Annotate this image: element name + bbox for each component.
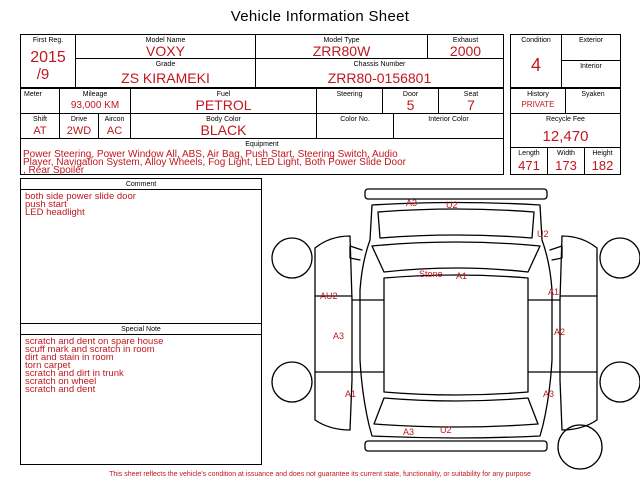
seat-value: 7 (467, 97, 475, 113)
chassis-value: ZRR80-0156801 (327, 70, 432, 86)
equipment-cell (20, 138, 504, 175)
comment-line-3: LED headlight (25, 207, 85, 218)
width-label: Width (557, 150, 575, 157)
steering-cell (316, 88, 383, 114)
meter-label: Meter (24, 91, 42, 98)
special-note-line-3: dirt and stain in room (25, 352, 114, 363)
door-value: 5 (406, 97, 415, 113)
left-mirror (350, 246, 362, 260)
first-reg-month: /9 (36, 66, 50, 83)
special-note-line-2: scuff mark and scratch in room (25, 344, 155, 355)
roof-panel (384, 275, 528, 395)
door-label: Door (402, 91, 419, 98)
model-type-cell (255, 34, 428, 59)
history-value: PRIVATE (521, 100, 555, 109)
mark-rear-u2: U2 (440, 425, 452, 435)
length-value: 471 (518, 158, 540, 173)
drive-value: 2WD (66, 125, 92, 137)
model-name-value: VOXY (146, 43, 185, 59)
rear-window (374, 398, 538, 427)
comment-line-1: both side power slide door (25, 191, 136, 202)
footer-disclaimer: This sheet reflects the vehicle's condition at issuance and does not guarantee its current state, functionality, or suitability for any purpose (109, 471, 531, 478)
grade-value: ZS KIRAMEKI (121, 70, 210, 86)
special-note-line-1: scratch and dent on spare house (25, 336, 164, 347)
interior-cell (561, 60, 621, 88)
condition-value: 4 (530, 55, 541, 75)
syaken-cell (565, 88, 621, 114)
aircon-value: AC (106, 125, 123, 137)
mileage-label: Mileage (82, 91, 108, 98)
height-label: Height (592, 150, 613, 157)
first-reg-label: First Reg. (32, 37, 64, 44)
body-color-value: BLACK (200, 122, 247, 138)
mark-rear-a3: A3 (403, 427, 415, 437)
chassis-cell (255, 58, 504, 88)
interior-color-cell (393, 113, 504, 139)
special-note-line-4: torn carpet (25, 360, 71, 371)
height-value: 182 (591, 158, 614, 173)
recycle-fee-value: 12,470 (542, 128, 589, 145)
mark-right-a1: A1 (548, 287, 560, 297)
history-label: History (527, 91, 549, 98)
equipment-label: Equipment (245, 141, 279, 148)
condition-label: Condition (521, 37, 551, 44)
model-type-value: ZRR80W (312, 43, 371, 59)
rear-bumper (365, 441, 547, 451)
right-mirror (550, 246, 562, 260)
model-type-label: Model Type (323, 37, 360, 44)
shift-label: Shift (32, 116, 47, 123)
mark-stone-label: Stone (419, 269, 443, 279)
length-cell (510, 147, 548, 175)
front-left-wheel (272, 238, 312, 278)
first-reg-year: 2015 (30, 49, 66, 66)
recycle-fee-cell (510, 113, 621, 148)
color-no-label: Color No. (340, 116, 370, 123)
mileage-value: 93,000 KM (70, 100, 120, 111)
equipment-line-2: Player, Navigation System, Alloy Wheels, Fog Light, LED Light, Both Power Slide Door (23, 157, 406, 168)
exterior-cell (561, 34, 621, 61)
windshield (372, 242, 540, 272)
exhaust-cell (427, 34, 504, 59)
body-color-label: Body Color (206, 116, 241, 123)
spare-wheel (558, 425, 602, 469)
meter-cell (20, 88, 60, 114)
special-note-label: Special Note (121, 326, 161, 333)
shift-value: AT (33, 125, 47, 137)
body-color-cell (130, 113, 317, 139)
syaken-label: Syaken (581, 91, 605, 98)
model-name-cell (75, 34, 256, 59)
right-side-panel (560, 236, 597, 430)
rear-left-wheel (272, 362, 312, 402)
door-cell (382, 88, 439, 114)
hood-outline (378, 209, 534, 238)
grade-cell (75, 58, 256, 88)
height-cell (584, 147, 621, 175)
mark-right-rear-a3: A3 (543, 389, 555, 399)
comment-box (20, 178, 262, 324)
chassis-label: Chassis Number (353, 61, 406, 68)
mark-stone-a1: A1 (456, 271, 468, 281)
exterior-label: Exterior (578, 37, 604, 44)
history-cell (510, 88, 566, 114)
mark-front-u2: U2 (446, 200, 458, 210)
shift-cell (20, 113, 60, 139)
first-reg-cell (20, 34, 76, 88)
mark-right-a2: A2 (554, 327, 566, 337)
exhaust-value: 2000 (449, 43, 482, 59)
special-note-line-7: scratch and dent (25, 384, 96, 395)
aircon-cell (98, 113, 131, 139)
condition-cell (510, 34, 562, 88)
special-note-line-6: scratch on wheel (25, 376, 97, 387)
drive-cell (59, 113, 99, 139)
special-note-line-5: scratch and dirt in trunk (25, 368, 124, 379)
color-no-cell (316, 113, 394, 139)
exhaust-label: Exhaust (452, 37, 479, 44)
drive-label: Drive (70, 116, 88, 123)
seat-label: Seat (463, 91, 479, 98)
comment-line-2: push start (25, 199, 67, 210)
fuel-value: PETROL (195, 97, 252, 113)
comment-label: Comment (125, 181, 157, 188)
equipment-line-1: Power Steering, Power Window All, ABS, Air Bag, Push Start, Steering Switch, Audio (23, 149, 398, 160)
width-value: 173 (555, 158, 577, 173)
steering-label: Steering (336, 91, 363, 98)
front-right-wheel (600, 238, 640, 278)
mileage-cell (59, 88, 131, 114)
page-title: Vehicle Information Sheet (230, 8, 410, 25)
rear-right-wheel (600, 362, 640, 402)
mark-left-au2: AU2 (320, 291, 338, 301)
mark-front-a3: A3 (406, 198, 418, 208)
interior-label: Interior (580, 63, 602, 70)
length-label: Length (518, 150, 540, 157)
mark-left-a3: A3 (333, 331, 345, 341)
seat-cell (438, 88, 504, 114)
interior-color-label: Interior Color (428, 116, 469, 123)
aircon-label: Aircon (104, 116, 125, 123)
width-cell (547, 147, 585, 175)
grade-label: Grade (155, 61, 176, 68)
fuel-cell (130, 88, 317, 114)
special-note-box (20, 323, 262, 465)
mark-left-rear-a1: A1 (345, 389, 357, 399)
recycle-fee-label: Recycle Fee (546, 116, 585, 123)
front-bumper (365, 189, 547, 199)
model-name-label: Model Name (145, 37, 186, 44)
equipment-line-3: , Rear Spoiler (23, 165, 85, 176)
mark-right-front-u2: U2 (537, 229, 549, 239)
fuel-label: Fuel (216, 91, 231, 98)
